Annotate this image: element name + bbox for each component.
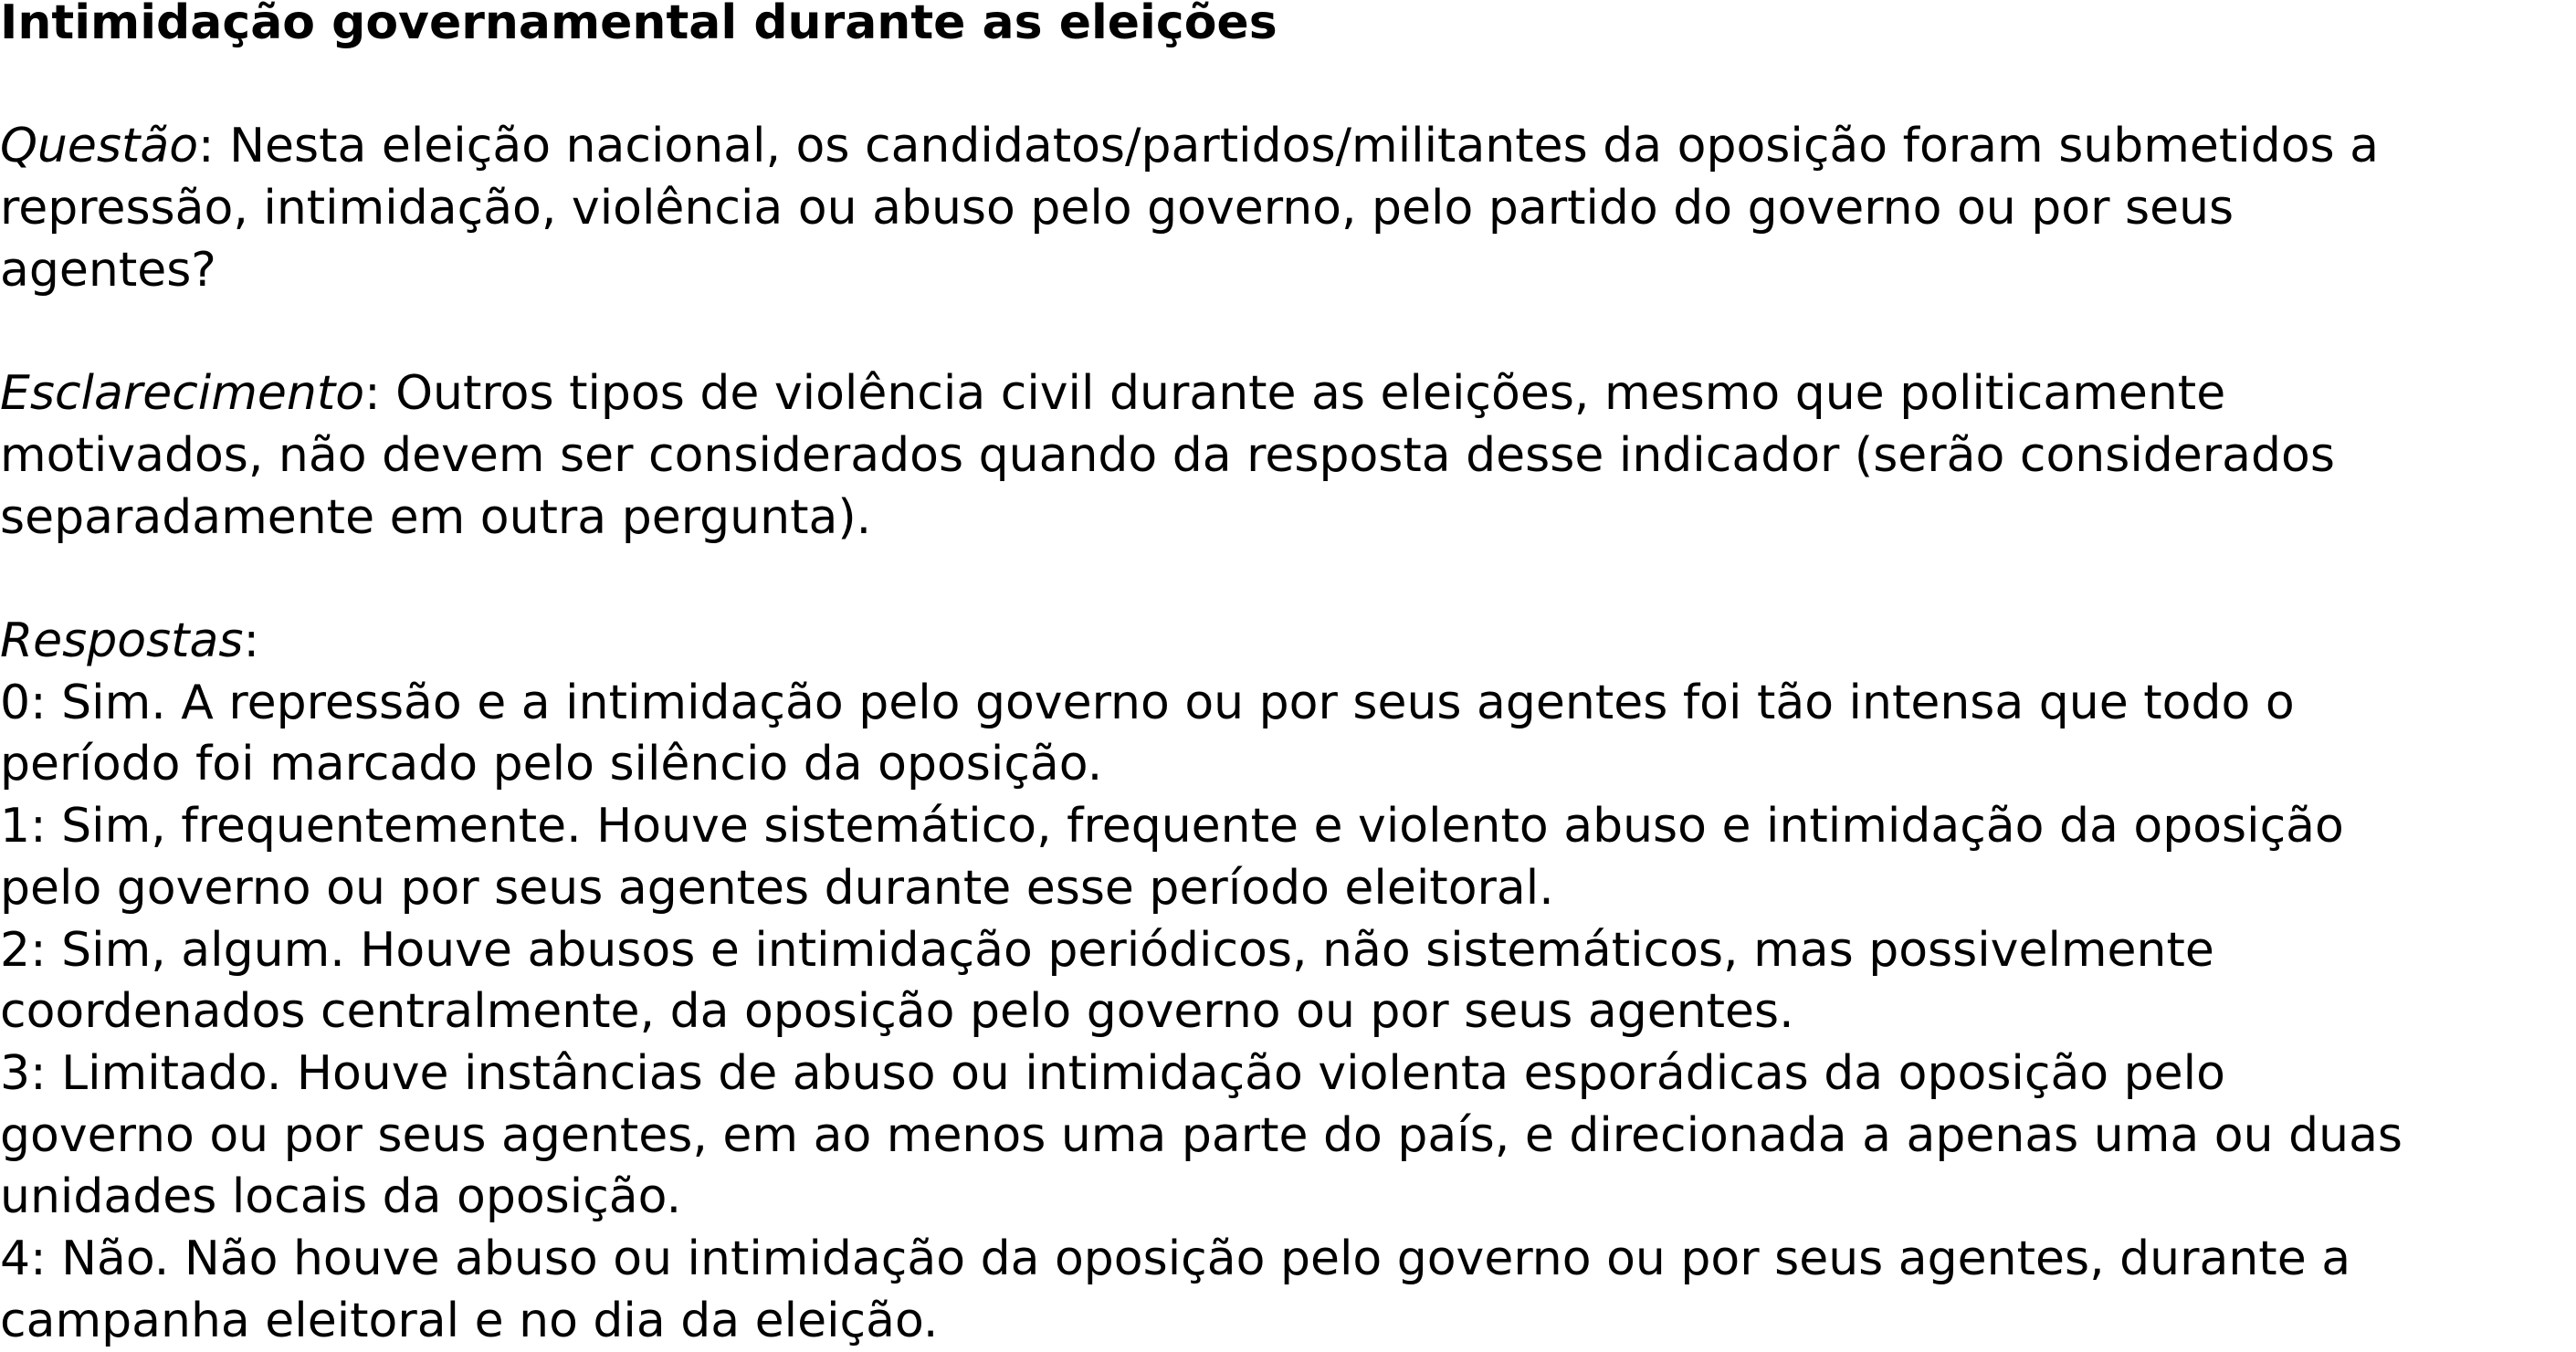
response-2-line-2: coordenados centralmente, da oposição pelo governo ou por seus agentes. (0, 984, 1794, 1040)
response-item-0 (0, 673, 2576, 796)
response-item-1 (0, 796, 2576, 919)
responses-label: Respostas (0, 613, 244, 668)
response-2-line-1: 2: Sim, algum. Houve abusos e intimidação periódicos, não sistemáticos, mas possivelmente (0, 922, 2214, 978)
responses-heading (0, 611, 2576, 673)
question-text-1: : Nesta eleição nacional, os candidatos/partidos/militantes da oposição foram submetidos a (198, 119, 2380, 174)
response-0-line-2: período foi marcado pelo silêncio da oposição. (0, 737, 1103, 792)
question-section (0, 116, 2576, 301)
question-line-3: agentes? (0, 242, 216, 298)
clarification-text-1: : Outros tipos de violência civil durante as eleições, mesmo que politicamente (364, 366, 2226, 422)
response-item-4 (0, 1229, 2576, 1352)
question-label: Questão (0, 119, 199, 174)
clarification-label: Esclarecimento (0, 366, 365, 422)
clarification-line-3: separadamente em outra pergunta). (0, 489, 872, 545)
clarification-line-1 (0, 363, 2576, 425)
responses-section (0, 611, 2576, 1352)
document-title: Intimidação governamental durante as eleições (0, 0, 1277, 50)
spacer (0, 549, 2576, 611)
response-3-line-3: unidades locais da oposição. (0, 1169, 682, 1225)
clarification-line-2: motivados, não devem ser considerados quando da resposta desse indicador (serão considerados (0, 427, 2335, 483)
clarification-section (0, 363, 2576, 549)
spacer (0, 55, 2576, 117)
response-1-line-1: 1: Sim, frequentemente. Houve sistemático, frequente e violento abuso e intimidação da oposição (0, 799, 2344, 854)
responses-suffix: : (243, 613, 260, 668)
response-3-line-2: governo ou por seus agentes, em ao menos uma parte do país, e direcionada a apenas uma ou duas (0, 1107, 2403, 1163)
response-3-line-1: 3: Limitado. Houve instâncias de abuso ou intimidação violenta esporádicas da oposição pelo (0, 1045, 2225, 1101)
response-4-line-2: campanha eleitoral e no dia da eleição. (0, 1293, 939, 1348)
response-item-3 (0, 1043, 2576, 1229)
question-line-1 (0, 116, 2576, 178)
response-0-line-1: 0: Sim. A repressão e a intimidação pelo governo ou por seus agentes foi tão intensa que todo o (0, 675, 2295, 730)
spacer (0, 302, 2576, 364)
response-1-line-2: pelo governo ou por seus agentes durante esse período eleitoral. (0, 860, 1554, 916)
response-4-line-1: 4: Não. Não houve abuso ou intimidação da oposição pelo governo ou por seus agentes, durante a (0, 1231, 2351, 1287)
response-item-2 (0, 920, 2576, 1043)
question-line-2: repressão, intimidação, violência ou abuso pelo governo, pelo partido do governo ou por seus (0, 181, 2234, 236)
